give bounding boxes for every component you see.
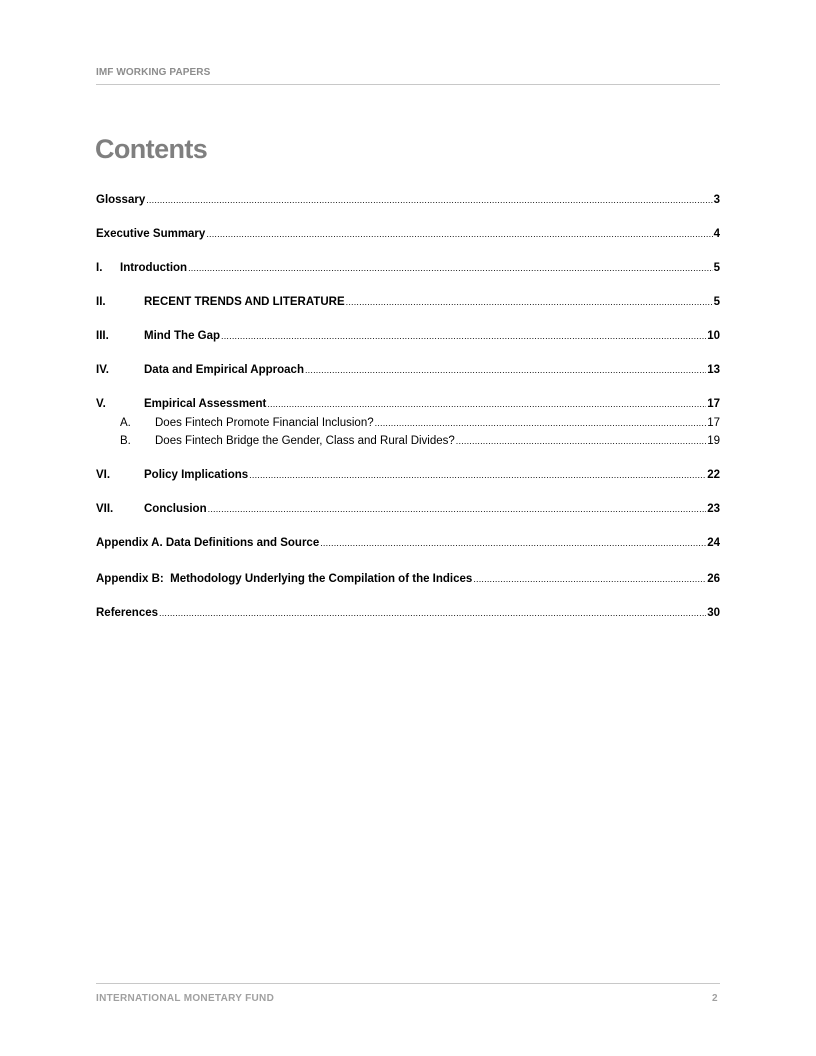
toc-entry-introduction[interactable] (96, 262, 720, 277)
toc-page: 5 (713, 262, 720, 274)
toc-number: II. (96, 296, 106, 308)
running-header: IMF WORKING PAPERS (96, 67, 211, 78)
toc-entry-appendix-b[interactable] (96, 573, 720, 588)
toc-title: References (96, 607, 159, 619)
toc-page: 17 (707, 398, 720, 410)
toc-page: 26 (707, 573, 720, 585)
toc-page: 17 (707, 417, 720, 429)
toc-entry-policy-implications[interactable] (96, 469, 720, 484)
toc-number: V. (96, 398, 106, 410)
toc-entry-references[interactable] (96, 607, 720, 622)
toc-title: Mind The Gap (144, 330, 221, 342)
toc-leader (249, 470, 706, 480)
toc-page: 24 (707, 537, 720, 549)
page-number: 2 (712, 993, 718, 1004)
toc-entry-appendix-a[interactable] (96, 537, 720, 552)
toc-entry-conclusion[interactable] (96, 503, 720, 518)
toc-entry-empirical-assessment[interactable] (96, 398, 720, 413)
toc-entry-data-empirical-approach[interactable] (96, 364, 720, 379)
toc-leader (206, 229, 712, 239)
toc-number: VII. (96, 503, 114, 515)
toc-entry-subsection-a[interactable] (96, 417, 720, 432)
toc-leader (188, 263, 713, 273)
toc-leader (456, 436, 706, 446)
toc-title: Introduction (120, 262, 188, 274)
toc-number: IV. (96, 364, 110, 376)
toc-title: Appendix B: Methodology Underlying the Compilation of the Indices (96, 573, 473, 585)
toc-title: RECENT TRENDS AND LITERATURE (144, 296, 345, 308)
toc-number: VI. (96, 469, 111, 481)
toc-page: 23 (707, 503, 720, 515)
toc-page: 22 (707, 469, 720, 481)
toc-entry-recent-trends[interactable] (96, 296, 720, 311)
running-footer: INTERNATIONAL MONETARY FUND (96, 993, 275, 1004)
toc-title: Glossary (96, 194, 146, 206)
toc-title: Does Fintech Promote Financial Inclusion? (155, 417, 374, 429)
toc-title: Conclusion (144, 503, 207, 515)
toc-title: Policy Implications (144, 469, 249, 481)
toc-number: B. (120, 435, 131, 447)
toc-page: 5 (713, 296, 720, 308)
footer-rule (96, 983, 720, 984)
toc-entry-executive-summary[interactable] (96, 228, 720, 243)
toc-entry-glossary[interactable] (96, 194, 720, 209)
toc-page: 13 (707, 364, 720, 376)
toc-page: 4 (713, 228, 720, 240)
toc-leader (146, 195, 712, 205)
toc-leader (473, 574, 706, 584)
toc-title: Executive Summary (96, 228, 206, 240)
toc-page: 30 (707, 607, 720, 619)
toc-leader (346, 297, 713, 307)
header-rule (96, 84, 720, 85)
toc-leader (159, 608, 706, 618)
toc-leader (320, 538, 706, 548)
toc-title: Appendix A. Data Definitions and Source (96, 537, 320, 549)
toc-entry-mind-the-gap[interactable] (96, 330, 720, 345)
toc-leader (208, 504, 707, 514)
toc-number: III. (96, 330, 109, 342)
toc-title: Does Fintech Bridge the Gender, Class and Rural Divides? (155, 435, 455, 447)
toc-leader (221, 331, 706, 341)
toc-leader (375, 418, 707, 428)
toc-entry-subsection-b[interactable] (96, 435, 720, 450)
toc-leader (305, 365, 706, 375)
toc-page: 19 (707, 435, 720, 447)
page-title: Contents (95, 134, 208, 164)
toc-number: I. (96, 262, 103, 274)
toc-title: Empirical Assessment (144, 398, 267, 410)
toc-title: Data and Empirical Approach (144, 364, 304, 376)
toc-page: 3 (713, 194, 720, 206)
toc-number: A. (120, 417, 131, 429)
toc-leader (267, 399, 706, 409)
toc-page: 10 (707, 330, 720, 342)
